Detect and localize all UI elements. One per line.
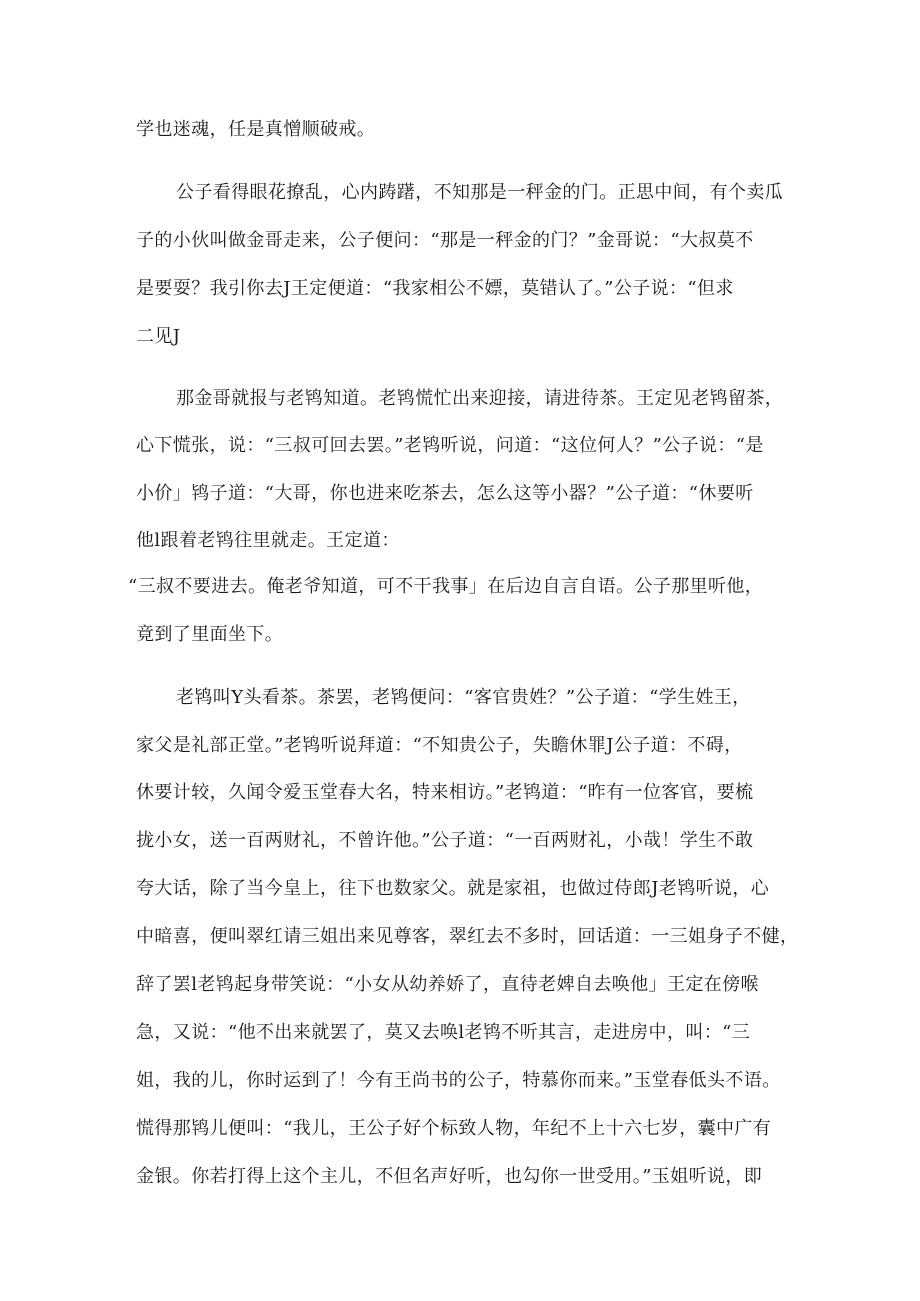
text-line: 学也迷魂，任是真憎顺破戒。 [136, 119, 376, 140]
text-line: 休要计较，久闻令爱玉堂春大名，特来相访。”老鸨道：“昨有一位客官，要梳 [136, 782, 754, 803]
text-line: 中暗喜，便叫翠红请三姐出来见尊客，翠红去不多时，回话道：一三姐身子不健， [136, 926, 799, 947]
text-line: 急，又说：“他不出来就罢了，莫又去唤l老鸨不听其言，走进房中，叫：“三 [136, 1022, 751, 1043]
text-line: 夸大话，除了当今皇上，往下也数家父。就是家祖，也做过侍郎J老鸨听说，心 [136, 878, 770, 899]
text-line: 小价」鸨子道：“大哥，你也进来吃茶去，怎么这等小器？”公子道：“休要听 [136, 483, 754, 504]
text-line: 竟到了里面坐下。 [136, 624, 284, 645]
text-line: 家父是礼部正堂。”老鸨听说拜道：“不知贵公子，失瞻休罪J公子道：不碍， [136, 735, 743, 756]
paragraph-first-line: 那金哥就报与老鸨知道。老鸨慌忙出来迎接，请进待茶。王定见老鸨留茶， [176, 388, 784, 409]
text-line: 他l跟着老鸨往里就走。王定道： [136, 530, 400, 551]
text-line: 慌得那鸨儿便叫：“我儿，王公子好个标致人物，年纪不上十六七岁，囊中广有 [136, 1118, 772, 1139]
paragraph-first-line: 老鸨叫Y头看茶。茶罢，老鸨便问：“客官贵姓？”公子道：“学生姓王， [176, 687, 751, 708]
paragraph-first-line: 公子看得眼花撩乱，心内踌躇，不知那是一秤金的门。正思中间，有个卖瓜 [176, 182, 784, 203]
text-line: 子的小伙叫做金哥走来，公子便问：“那是一秤金的门？”金哥说：“大叔莫不 [136, 230, 754, 251]
text-line: 辞了罢l老鸨起身带笑说：“小女从幼养娇了，直待老婢自去唤他」王定在傍喉 [136, 974, 759, 995]
text-line: 拢小女，送一百两财礼，不曾许他。”公子道：“一百两财礼，小哉！学生不敢 [136, 830, 754, 851]
text-line: 金银。你若打得上这个主儿，不但名声好听，也勾你一世受用。”玉姐听说，即 [136, 1166, 763, 1187]
text-line: 姐，我的儿，你时运到了！今有王尚书的公子，特慕你而来。”玉堂春低头不语。 [136, 1070, 781, 1091]
text-line: 是要耍？我引你去J王定便道：“我家相公不嫖，莫错认了。”公子说：“但求 [136, 278, 734, 299]
text-line: 心下慌张，说：“三叔可回去罢。”老鸨听说，问道：“这位何人？”公子说：“是 [136, 435, 764, 456]
text-line: “三叔不要进去。俺老爷知道，可不干我事」在后边自言自语。公子那里听他， [128, 576, 764, 597]
text-line: 二见J [136, 326, 181, 347]
